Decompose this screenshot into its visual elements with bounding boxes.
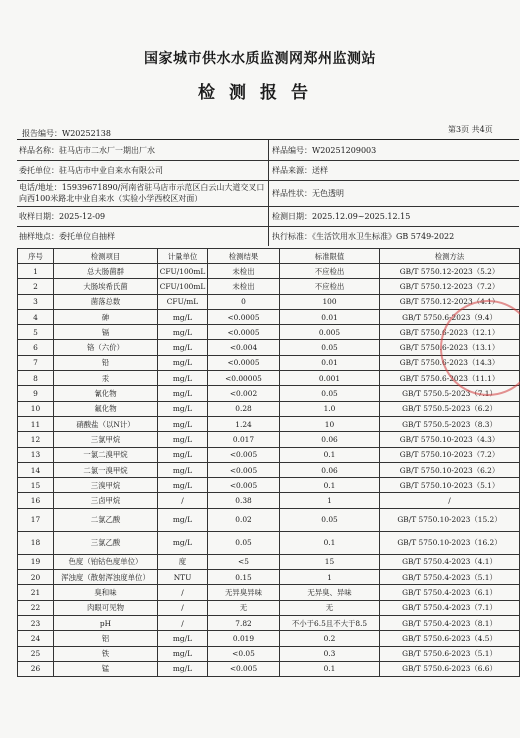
- table-cell: 7.82: [208, 615, 280, 630]
- table-cell: 锰: [54, 661, 158, 676]
- table-cell: /: [158, 493, 208, 508]
- table-cell: GB/T 5750.6-2023（6.6）: [380, 661, 520, 676]
- table-row: [18, 531, 520, 554]
- table-cell: <0.004: [208, 340, 280, 355]
- table-cell: 0.15: [208, 570, 280, 585]
- table-cell: mg/L: [158, 661, 208, 676]
- table-cell: /: [158, 600, 208, 615]
- table-cell: mg/L: [158, 447, 208, 462]
- table-cell: GB/T 5750.4-2023（6.1）: [380, 585, 520, 600]
- divider: [268, 140, 269, 160]
- table-cell: 0.06: [280, 432, 380, 447]
- info-row: [17, 160, 519, 181]
- table-cell: mg/L: [158, 531, 208, 554]
- info-row: [17, 140, 519, 161]
- table-cell: 0.001: [280, 371, 380, 386]
- table-cell: GB/T 5750.12-2023（7.2）: [380, 279, 520, 294]
- table-cell: 无: [208, 600, 280, 615]
- table-cell: 21: [18, 585, 54, 600]
- table-cell: 0.1: [280, 661, 380, 676]
- table-cell: 0.3: [280, 646, 380, 661]
- table-cell: 22: [18, 600, 54, 615]
- table-cell: mg/L: [158, 371, 208, 386]
- table-cell: GB/T 5750.12-2023（4.1）: [380, 294, 520, 309]
- table-cell: 5: [18, 325, 54, 340]
- table-cell: 19: [18, 554, 54, 569]
- table-cell: 镉: [54, 325, 158, 340]
- sampling-place: 抽样地点：委托单位自抽样: [19, 231, 115, 241]
- table-cell: GB/T 5750.10-2023（16.2）: [380, 531, 520, 554]
- table-cell: GB/T 5750.5-2023（8.3）: [380, 416, 520, 431]
- table-row: [18, 661, 520, 676]
- table-cell: 铁: [54, 646, 158, 661]
- table-row: [18, 447, 520, 462]
- table-cell: 12: [18, 432, 54, 447]
- table-cell: GB/T 5750.12-2023（5.2）: [380, 264, 520, 279]
- table-cell: 10: [280, 416, 380, 431]
- table-cell: GB/T 5750.10-2023（15.2）: [380, 508, 520, 531]
- col-header: 标准限值: [280, 249, 380, 264]
- table-cell: 不小于6.5且不大于8.5: [280, 615, 380, 630]
- table-cell: 氰化物: [54, 386, 158, 401]
- table-cell: GB/T 5750.10-2023（4.3）: [380, 432, 520, 447]
- table-row: [18, 462, 520, 477]
- table-cell: 无异臭、异味: [280, 585, 380, 600]
- table-cell: <5: [208, 554, 280, 569]
- table-cell: 0.38: [208, 493, 280, 508]
- contact-address: 电话/地址：15939671890/河南省驻马店市示范区白云山大道交叉口向西100米路北中业自来水（实验小学西校区对面）: [19, 183, 265, 203]
- table-cell: 二氯一溴甲烷: [54, 462, 158, 477]
- table-cell: NTU: [158, 570, 208, 585]
- table-row: [18, 570, 520, 585]
- table-cell: GB/T 5750.10-2023（7.2）: [380, 447, 520, 462]
- table-cell: mg/L: [158, 631, 208, 646]
- table-row: [18, 386, 520, 401]
- table-row: [18, 585, 520, 600]
- table-cell: 0.05: [280, 340, 380, 355]
- table-cell: 4: [18, 309, 54, 324]
- table-cell: CFU/100mL: [158, 264, 208, 279]
- received-date: 收样日期：2025-12-09: [19, 211, 106, 221]
- table-cell: 0: [208, 294, 280, 309]
- table-row: [18, 309, 520, 324]
- table-row: [18, 264, 520, 279]
- table-cell: 三氯甲烷: [54, 432, 158, 447]
- table-cell: CFU/100mL: [158, 279, 208, 294]
- table-cell: GB/T 5750.6-2023（11.1）: [380, 371, 520, 386]
- table-cell: 6: [18, 340, 54, 355]
- table-cell: GB/T 5750.6-2023（14.3）: [380, 355, 520, 370]
- table-cell: /: [158, 585, 208, 600]
- table-cell: 0.017: [208, 432, 280, 447]
- table-cell: GB/T 5750.6-2023（12.1）: [380, 325, 520, 340]
- table-cell: 无: [280, 600, 380, 615]
- table-cell: GB/T 5750.6-2023（5.1）: [380, 646, 520, 661]
- table-cell: GB/T 5750.6-2023（4.5）: [380, 631, 520, 646]
- divider: [268, 206, 269, 226]
- table-cell: 砷: [54, 309, 158, 324]
- table-cell: 1: [280, 570, 380, 585]
- table-cell: 0.1: [280, 447, 380, 462]
- table-cell: 0.1: [280, 478, 380, 493]
- table-cell: <0.05: [208, 646, 280, 661]
- table-cell: 11: [18, 416, 54, 431]
- col-header: 检测结果: [208, 249, 280, 264]
- client-unit: 委托单位：驻马店市中业自来水有限公司: [19, 165, 163, 175]
- table-cell: 汞: [54, 371, 158, 386]
- table-cell: 无异臭异味: [208, 585, 280, 600]
- table-cell: <0.005: [208, 462, 280, 477]
- table-cell: mg/L: [158, 325, 208, 340]
- divider: [268, 180, 269, 206]
- table-row: [18, 554, 520, 569]
- table-cell: GB/T 5750.4-2023（7.1）: [380, 600, 520, 615]
- table-cell: 0.2: [280, 631, 380, 646]
- table-cell: mg/L: [158, 646, 208, 661]
- sample-source: 样品来源：送样: [272, 165, 328, 175]
- table-cell: 铬（六价）: [54, 340, 158, 355]
- table-cell: 未检出: [208, 279, 280, 294]
- table-cell: 100: [280, 294, 380, 309]
- table-cell: GB/T 5750.6-2023（13.1）: [380, 340, 520, 355]
- divider: [268, 226, 269, 246]
- table-cell: 三卤甲烷: [54, 493, 158, 508]
- col-header: 检测项目: [54, 249, 158, 264]
- table-cell: mg/L: [158, 432, 208, 447]
- table-cell: 0.005: [280, 325, 380, 340]
- sample-number: 样品编号：W20251209003: [272, 145, 377, 155]
- table-cell: GB/T 5750.5-2023（7.1）: [380, 386, 520, 401]
- table-cell: 0.28: [208, 401, 280, 416]
- table-cell: GB/T 5750.6-2023（9.4）: [380, 309, 520, 324]
- table-cell: <0.005: [208, 661, 280, 676]
- info-row: [17, 206, 519, 227]
- table-cell: mg/L: [158, 462, 208, 477]
- table-row: [18, 416, 520, 431]
- results-table: [17, 248, 520, 677]
- table-cell: mg/L: [158, 508, 208, 531]
- table-row: [18, 493, 520, 508]
- table-cell: 1: [18, 264, 54, 279]
- table-cell: 度: [158, 554, 208, 569]
- table-cell: mg/L: [158, 401, 208, 416]
- table-header-row: [18, 249, 520, 264]
- table-cell: 20: [18, 570, 54, 585]
- table-cell: mg/L: [158, 340, 208, 355]
- table-cell: 3: [18, 294, 54, 309]
- table-cell: 9: [18, 386, 54, 401]
- table-cell: 10: [18, 401, 54, 416]
- table-row: [18, 646, 520, 661]
- table-cell: 大肠埃希氏菌: [54, 279, 158, 294]
- table-cell: 一氯二溴甲烷: [54, 447, 158, 462]
- org-title: 国家城市供水水质监测网郑州监测站: [144, 51, 376, 67]
- table-cell: GB/T 5750.4-2023（4.1）: [380, 554, 520, 569]
- table-cell: 24: [18, 631, 54, 646]
- table-cell: 8: [18, 371, 54, 386]
- table-cell: <0.0005: [208, 325, 280, 340]
- table-cell: 三溴甲烷: [54, 478, 158, 493]
- table-cell: 0.1: [280, 531, 380, 554]
- table-cell: <0.0005: [208, 355, 280, 370]
- table-cell: /: [380, 493, 520, 508]
- table-cell: <0.0005: [208, 309, 280, 324]
- table-cell: 1.0: [280, 401, 380, 416]
- table-row: [18, 294, 520, 309]
- table-cell: 硝酸盐（以N计）: [54, 416, 158, 431]
- table-row: [18, 401, 520, 416]
- table-cell: 未检出: [208, 264, 280, 279]
- table-cell: 2: [18, 279, 54, 294]
- doc-title: 检测报告: [198, 83, 322, 103]
- table-row: [18, 600, 520, 615]
- table-cell: pH: [54, 615, 158, 630]
- table-row: [18, 508, 520, 531]
- page-info: 第3页 共4页: [448, 125, 493, 134]
- table-cell: GB/T 5750.4-2023（5.1）: [380, 570, 520, 585]
- sample-name: 样品名称：驻马店市二水厂一期出厂水: [19, 145, 155, 155]
- col-header: 计量单位: [158, 249, 208, 264]
- table-cell: 0.01: [280, 355, 380, 370]
- table-row: [18, 432, 520, 447]
- table-cell: <0.00005: [208, 371, 280, 386]
- sample-status: 样品性状：无色透明: [272, 188, 344, 198]
- table-cell: GB/T 5750.4-2023（8.1）: [380, 615, 520, 630]
- table-cell: 0.01: [280, 309, 380, 324]
- table-cell: 15: [280, 554, 380, 569]
- table-cell: mg/L: [158, 478, 208, 493]
- table-cell: 三氯乙酸: [54, 531, 158, 554]
- table-cell: 菌落总数: [54, 294, 158, 309]
- table-cell: 7: [18, 355, 54, 370]
- table-cell: 氟化物: [54, 401, 158, 416]
- table-cell: GB/T 5750.10-2023（6.2）: [380, 462, 520, 477]
- table-cell: GB/T 5750.10-2023（5.1）: [380, 478, 520, 493]
- table-cell: 1.24: [208, 416, 280, 431]
- standard: 执行标准：《生活饮用水卫生标准》GB 5749-2022: [272, 231, 455, 241]
- table-cell: 13: [18, 447, 54, 462]
- table-cell: 浑浊度（散射浑浊度单位）: [54, 570, 158, 585]
- table-cell: 0.019: [208, 631, 280, 646]
- table-cell: 0.06: [280, 462, 380, 477]
- divider: [268, 160, 269, 180]
- table-cell: mg/L: [158, 309, 208, 324]
- table-cell: 不应检出: [280, 264, 380, 279]
- table-cell: 肉眼可见物: [54, 600, 158, 615]
- info-row: [17, 226, 519, 246]
- table-cell: 18: [18, 531, 54, 554]
- table-cell: GB/T 5750.5-2023（6.2）: [380, 401, 520, 416]
- report-number: 报告编号：W20252138: [22, 129, 111, 138]
- table-cell: 0.02: [208, 508, 280, 531]
- table-cell: 16: [18, 493, 54, 508]
- table-cell: 26: [18, 661, 54, 676]
- table-cell: mg/L: [158, 355, 208, 370]
- table-row: [18, 631, 520, 646]
- table-cell: 0.05: [280, 386, 380, 401]
- table-cell: /: [158, 615, 208, 630]
- table-cell: 0.05: [208, 531, 280, 554]
- table-cell: 0.05: [280, 508, 380, 531]
- table-cell: 23: [18, 615, 54, 630]
- table-cell: mg/L: [158, 386, 208, 401]
- table-cell: 17: [18, 508, 54, 531]
- table-cell: 色度（铂钴色度单位）: [54, 554, 158, 569]
- table-row: [18, 478, 520, 493]
- table-cell: mg/L: [158, 416, 208, 431]
- table-cell: <0.005: [208, 447, 280, 462]
- table-cell: 15: [18, 478, 54, 493]
- table-row: [18, 279, 520, 294]
- col-header: 检测方法: [380, 249, 520, 264]
- table-cell: 铝: [54, 631, 158, 646]
- table-cell: 臭和味: [54, 585, 158, 600]
- table-row: [18, 615, 520, 630]
- table-cell: 1: [280, 493, 380, 508]
- table-cell: 总大肠菌群: [54, 264, 158, 279]
- table-cell: 二氯乙酸: [54, 508, 158, 531]
- col-header: 序号: [18, 249, 54, 264]
- test-date: 检测日期：2025.12.09~2025.12.15: [272, 211, 411, 221]
- table-cell: 14: [18, 462, 54, 477]
- table-cell: <0.005: [208, 478, 280, 493]
- table-cell: 不应检出: [280, 279, 380, 294]
- table-cell: 25: [18, 646, 54, 661]
- table-cell: <0.002: [208, 386, 280, 401]
- table-row: [18, 371, 520, 386]
- table-cell: 铅: [54, 355, 158, 370]
- table-cell: CFU/mL: [158, 294, 208, 309]
- info-row: [17, 180, 519, 207]
